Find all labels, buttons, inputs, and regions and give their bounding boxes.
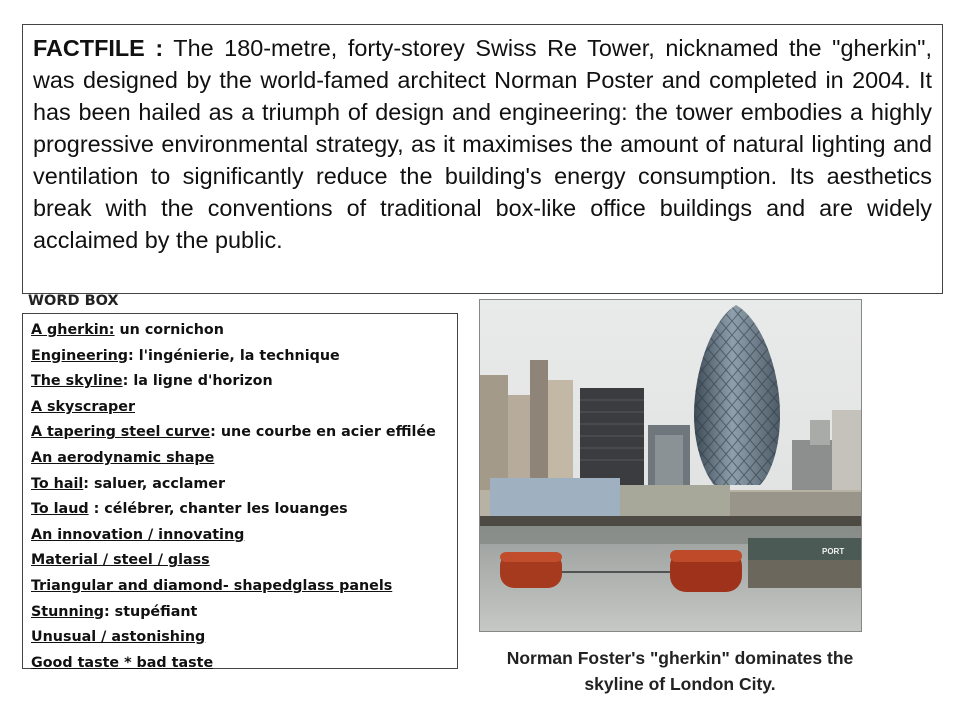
- word-item: [31, 600, 436, 626]
- word-item: [31, 318, 436, 344]
- word-gloss: : célébrer, chanter les louanges: [88, 501, 348, 518]
- word-item: [31, 574, 436, 600]
- word-term: Unusual / astonishing: [31, 629, 206, 646]
- word-item: [31, 497, 436, 523]
- word-box: [22, 313, 458, 669]
- word-gloss: : la ligne d'horizon: [122, 373, 273, 390]
- word-term: A gherkin:: [31, 322, 115, 338]
- word-item: [31, 420, 436, 446]
- word-term: Material / steel / glass: [31, 552, 210, 569]
- word-term: A skyscraper: [31, 398, 136, 415]
- word-item: [31, 395, 436, 421]
- boat-sign: PORT: [822, 547, 845, 556]
- word-term: Engineering: [31, 347, 129, 364]
- word-item: [31, 472, 436, 498]
- word-term: The skyline: [31, 373, 123, 390]
- word-item: [31, 446, 436, 472]
- word-term: To laud: [31, 501, 89, 518]
- word-item: [31, 523, 436, 549]
- word-gloss: : une courbe en acier effilée: [210, 424, 436, 441]
- caption-line-2: skyline of London City.: [584, 674, 776, 694]
- london-skyline-photo: [479, 299, 862, 632]
- word-item: [31, 344, 436, 370]
- barge: [748, 538, 862, 588]
- word-term: Good taste * bad taste: [31, 654, 214, 671]
- word-item: [31, 548, 436, 574]
- dark-tower: [580, 388, 644, 490]
- caption-line-1: Norman Foster's "gherkin" dominates the: [506, 648, 854, 668]
- word-list: [31, 318, 436, 676]
- word-term: An aerodynamic shape: [31, 449, 215, 466]
- photo-caption: [460, 645, 900, 697]
- word-item: [31, 651, 436, 677]
- factfile-box: [22, 24, 943, 294]
- word-item: [31, 369, 436, 395]
- word-term: Stunning: [31, 603, 104, 620]
- word-gloss: un cornichon: [114, 322, 224, 338]
- factfile-text: The 180-metre, forty-storey Swiss Re Tower, nicknamed the "gherkin", was designed by the world-famed architect Norman Poster and completed in 2004. It has been hailed as a triumph of design and engineering: the tower embodies a highly progressive environmental strategy, as it maximises the amount of natural lighting and ventilation to significantly reduce the building's energy consumption. Its aesthetics break with the conventions of traditional box-like office buildings and are widely acclaimed by the public.: [33, 35, 932, 253]
- word-term: To hail: [31, 475, 84, 492]
- word-gloss: : stupéfiant: [103, 603, 198, 620]
- word-term: A tapering steel curve: [31, 424, 211, 441]
- word-term: Triangular and diamond- shapedglass panels: [31, 577, 393, 594]
- word-gloss: : saluer, acclamer: [83, 475, 226, 492]
- photo-illustration: [480, 300, 862, 632]
- word-item: [31, 625, 436, 651]
- factfile-label: FACTFILE :: [33, 35, 164, 61]
- word-term: An innovation / innovating: [31, 526, 245, 543]
- word-box-title: WORD BOX: [28, 293, 119, 309]
- word-gloss: : l'ingénierie, la technique: [128, 347, 340, 364]
